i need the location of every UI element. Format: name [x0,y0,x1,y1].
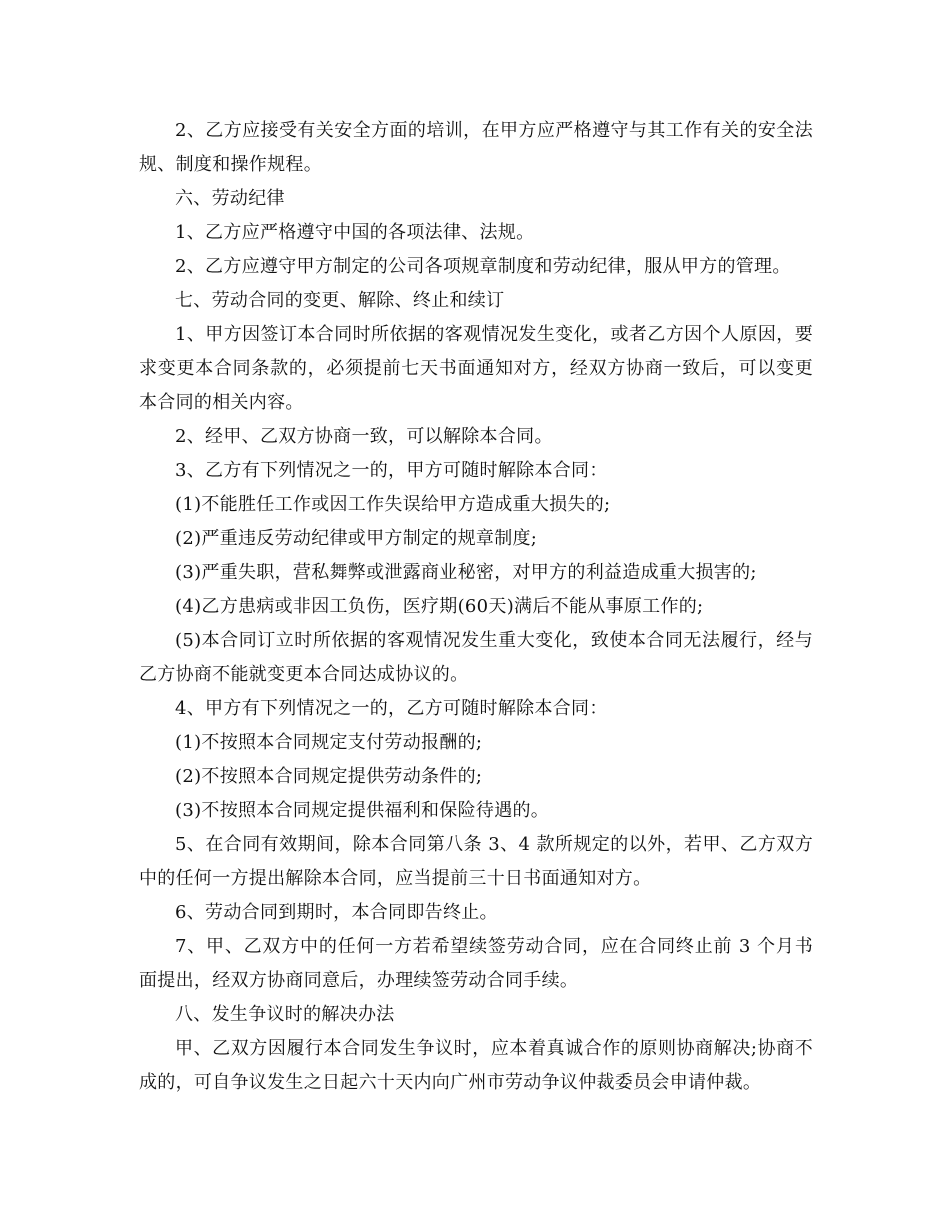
paragraph-mutual-termination: 2、经甲、乙双方协商一致，可以解除本合同。 [175,426,553,447]
paragraph-obey-rules: 2、乙方应遵守甲方制定的公司各项规章制度和劳动纪律，服从甲方的管理。 [175,256,791,277]
paragraph-contract-expiry: 6、劳动合同到期时，本合同即告终止。 [175,902,498,923]
list-item: (5)本合同订立时所依据的客观情况发生重大变化，致使本合同无法履行，经与乙方协商不能就变更本合同达成协议的。 [139,630,813,685]
paragraph-renewal: 7、甲、乙双方中的任何一方若希望续签劳动合同，应在合同终止前 3 个月书面提出，经双方协商同意后，办理续签劳动合同手续。 [139,936,813,991]
paragraph-arbitration: 甲、乙双方因履行本合同发生争议时，应本着真诚合作的原则协商解决;协商不成的，可自争议发生之日起六十天内向广州市劳动争议仲裁委员会申请仲裁。 [139,1038,813,1093]
list-item: (1)不按照本合同规定支付劳动报酬的; [175,732,483,753]
paragraph-obey-laws: 1、乙方应严格遵守中国的各项法律、法规。 [175,222,535,243]
paragraph-safety-training: 2、乙方应接受有关安全方面的培训，在甲方应严格遵守与其工作有关的安全法规、制度和操作规程。 [139,120,813,175]
list-item: (4)乙方患病或非因工负伤，医疗期(60天)满后不能从事原工作的; [175,596,704,617]
document-body [139,114,813,1100]
paragraph-party-b-termination: 4、甲方有下列情况之一的，乙方可随时解除本合同： [175,698,608,719]
heading-contract-changes: 七、劳动合同的变更、解除、终止和续订 [175,290,505,311]
heading-dispute-resolution: 八、发生争议时的解决办法 [175,1004,395,1025]
list-item: (3)严重失职，营私舞弊或泄露商业秘密，对甲方的利益造成重大损害的; [175,562,757,583]
list-item: (1)不能胜任工作或因工作失误给甲方造成重大损失的; [175,494,611,515]
list-item: (2)严重违反劳动纪律或甲方制定的规章制度; [175,528,538,549]
heading-labor-discipline: 六、劳动纪律 [175,188,285,209]
paragraph-change-contract: 1、甲方因签订本合同时所依据的客观情况发生变化，或者乙方因个人原因，要求变更本合同条款的，必须提前七天书面通知对方，经双方协商一致后，可以变更本合同的相关内容。 [139,324,813,413]
list-item: (3)不按照本合同规定提供福利和保险待遇的。 [175,800,550,821]
paragraph-notice-termination: 5、在合同有效期间，除本合同第八条 3、4 款所规定的以外，若甲、乙方双方中的任何一方提出解除本合同，应当提前三十日书面通知对方。 [139,834,813,889]
paragraph-party-a-termination: 3、乙方有下列情况之一的，甲方可随时解除本合同： [175,460,608,481]
list-item: (2)不按照本合同规定提供劳动条件的; [175,766,483,787]
